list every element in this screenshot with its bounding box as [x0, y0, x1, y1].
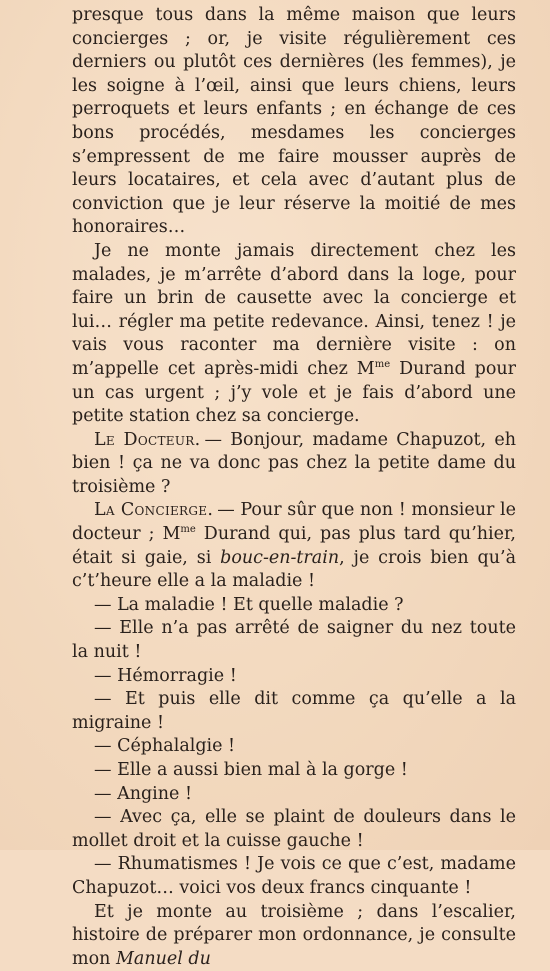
dialogue-concierge — [72, 499, 516, 593]
dialogue-docteur — [72, 429, 516, 500]
dialogue-line: — Rhumatismes ! Je vois ce que c’est, madame Chapuzot… voici vos deux francs cinquante ! — [72, 854, 516, 898]
paragraph-final-text: Et je monte au troisième ; dans l’escalier, histoire de préparer mon ordonnance, je consulte mon — [72, 901, 516, 969]
superscript-me: me — [180, 524, 196, 536]
italic-manuel-du: Manuel du — [115, 948, 211, 969]
dialogue-line: — Céphalalgie ! — [94, 736, 236, 757]
paragraph-final — [72, 901, 516, 971]
dialogue-line: — Et puis elle dit comme ça qu’elle a la migraine ! — [72, 689, 516, 733]
dialogue-line: — Elle n’a pas arrêté de saigner du nez toute la nuit ! — [72, 618, 516, 663]
dialogue-concierge-text: — Pour sûr que non ! monsieur le docteur ; M — [72, 500, 516, 545]
italic-bouc-en-train: bouc-en-train — [220, 547, 340, 568]
dialogue-line: — Angine ! — [94, 783, 192, 804]
dialogue-line: — Elle a aussi bien mal à la gorge ! — [94, 760, 408, 780]
dialogue-line: — Hémorragie ! — [94, 665, 237, 686]
paragraph-loge — [72, 240, 516, 429]
speaker-docteur: Le Docteur. — [94, 429, 201, 450]
dialogue-concierge-text-mid: Durand qui, pas plus tard qu’hier, était si gaie, si — [72, 524, 516, 568]
speaker-concierge: La Concierge. — [94, 500, 214, 521]
dialogue-line: — Avec ça, elle se plaint de douleurs dans le mollet droit et la cuisse gauche ! — [72, 807, 516, 851]
paragraph-loge-text-end: Durand pour un cas urgent ; j’y vole et je fais d’abord une petite station chez sa concierge. — [72, 358, 517, 427]
paragraph-loge-text: Je ne monte jamais directement chez les malades, je m’arrête d’abord dans la loge, pour faire un brin de causette avec la concierge et lui… régler ma petite redevance. Ainsi, tenez ! je vais vous raconter ma dernière visite : on m’appelle cet après-midi chez M — [72, 240, 516, 379]
dialogue-concierge-text-end: , je crois bien qu’à c’t’heure elle a la maladie ! — [72, 547, 516, 592]
paragraph-intro: presque tous dans la même maison que leurs concierges ; or, je visite régulièrement ces derniers ou plutôt ces dernières (les femmes), je les soigne à l’œil, ainsi que leurs chiens, leurs perroquets et leurs enfants ; en échange de ces bons procédés, mesdames les concierges s’empressent de me faire mousser auprès de leurs locataires, et cela avec d’autant plus de conviction que je leur réserve la moitié de mes honoraires… — [72, 5, 516, 238]
superscript-me: me — [374, 359, 391, 371]
dialogue-line: — La maladie ! Et quelle maladie ? — [94, 594, 404, 615]
dialogue-docteur-text: — Bonjour, madame Chapuzot, eh bien ! ça ne va donc pas chez la petite dame du troisième ? — [72, 429, 516, 497]
